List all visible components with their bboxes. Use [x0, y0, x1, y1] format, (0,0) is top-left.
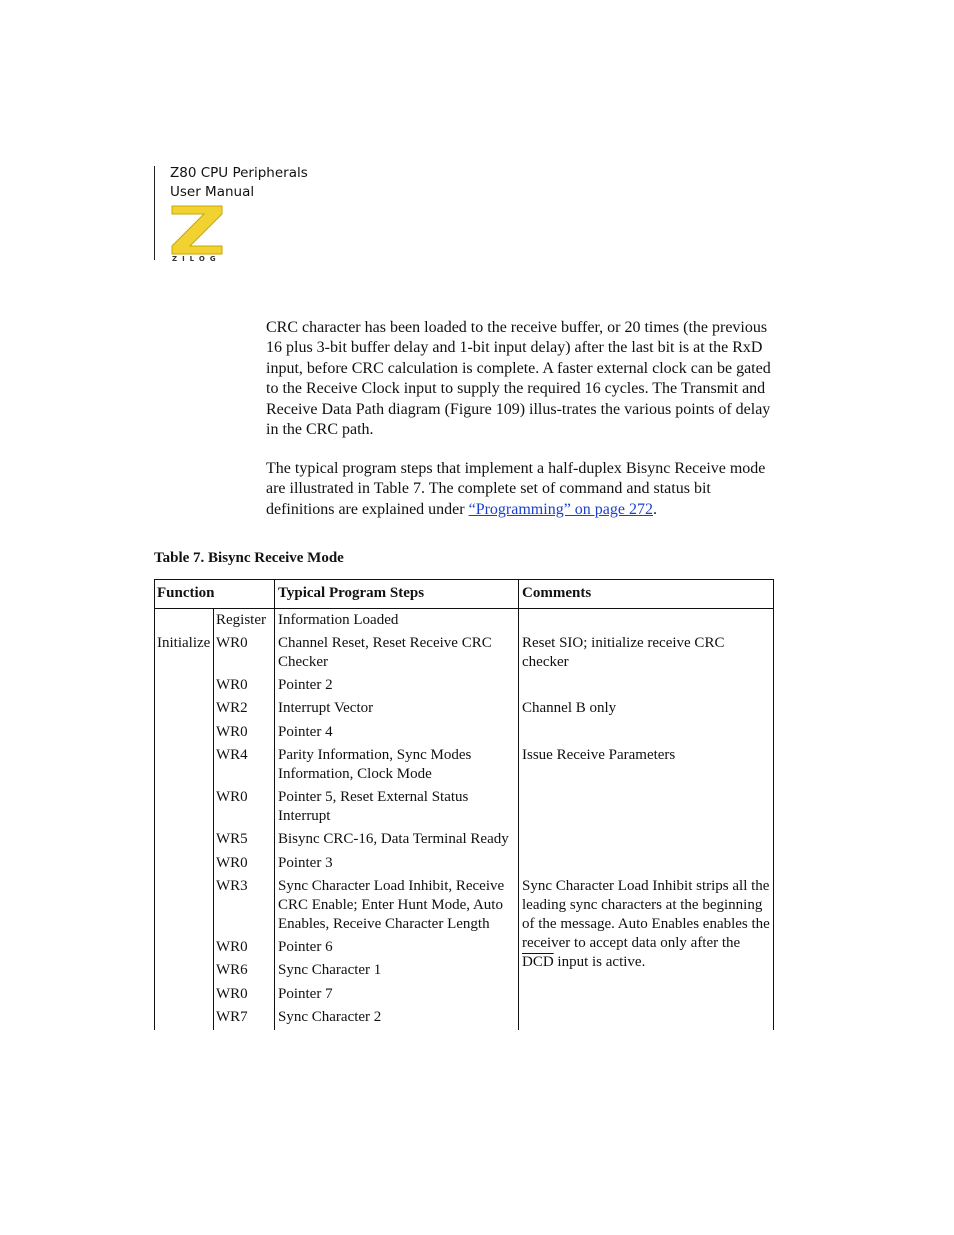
dcd-signal: $\overline{DCD}$: [522, 954, 554, 970]
row-reg: WR4: [216, 747, 248, 763]
table-caption: Table 7. Bisync Receive Mode: [154, 550, 344, 566]
row-comment-sync-inhibit: [522, 877, 770, 972]
row-comment: Issue Receive Parameters: [522, 747, 676, 763]
row-info: Sync Character Load Inhibit, Receive CRC Enable; Enter Hunt Mode, Auto Enables, Receive Character Length: [278, 878, 505, 932]
comment-text-end: input is active.: [553, 954, 646, 970]
paragraph-program-steps: [266, 459, 774, 520]
row-comment: Channel B only: [522, 700, 617, 716]
subheader-info: Information Loaded: [278, 612, 399, 628]
bisync-table: [154, 579, 774, 1030]
zilog-logo: [168, 204, 228, 262]
row-info: Sync Character 2: [278, 1009, 382, 1025]
manual-title: [170, 164, 308, 202]
paragraph-text: The typical program steps that implement a half-duplex Bisync Receive mode are illustrated in Table 7. The complete set of command and status bit definitions are explained under: [266, 460, 766, 518]
header-steps: Typical Program Steps: [278, 585, 425, 601]
manual-title-line1: Z80 CPU Peripherals: [170, 165, 308, 181]
paragraph-end: .: [653, 500, 657, 518]
row-info: Interrupt Vector: [278, 700, 374, 716]
row-reg: WR0: [216, 939, 248, 955]
header-comments: Comments: [522, 585, 592, 601]
row-reg: WR7: [216, 1009, 248, 1025]
programming-link[interactable]: “Programming” on page 272: [468, 500, 653, 518]
row-reg: WR6: [216, 962, 248, 978]
row-info: Sync Character 1: [278, 962, 382, 978]
row-reg: WR0: [216, 789, 248, 805]
comment-text: Sync Character Load Inhibit strips all the leading sync characters at the beginning of the message. Auto Enables enables the receiver to accept data only after the: [522, 878, 770, 951]
manual-title-line2: User Manual: [170, 184, 255, 200]
header-function: Function: [157, 585, 215, 601]
row-info: Pointer 5, Reset External Status Interrupt: [278, 789, 469, 824]
row-reg: WR0: [216, 724, 248, 740]
row-reg: WR5: [216, 831, 248, 847]
row-comment: Reset SIO; initialize receive CRC checker: [522, 635, 725, 670]
row-info: Pointer 3: [278, 855, 333, 871]
function-initialize: Initialize: [157, 635, 211, 651]
row-reg: WR0: [216, 635, 248, 651]
paragraph-crc: CRC character has been loaded to the receive buffer, or 20 times (the previous 16 plus 3-bit buffer delay and 1-bit input delay) after the last bit is at the RxD input, before CRC calculation is complete. A faster external clock can be gated to the Receive Clock input to supply the required 16 cycles. The Transmit and Receive Data Path diagram (Figure 109) illus-trates the various points of delay in the CRC path.: [266, 319, 771, 439]
row-info: Pointer 4: [278, 724, 333, 740]
row-reg: WR2: [216, 700, 248, 716]
svg-text:ZILOG: ZILOG: [172, 255, 221, 262]
row-info: Bisync CRC-16, Data Terminal Ready: [278, 831, 509, 847]
row-reg: WR0: [216, 986, 248, 1002]
row-reg: WR0: [216, 855, 248, 871]
header-rule: [154, 166, 155, 260]
row-reg: WR3: [216, 878, 248, 894]
subheader-register: Register: [216, 612, 266, 628]
row-reg: WR0: [216, 677, 248, 693]
row-info: Pointer 6: [278, 939, 333, 955]
row-info: Pointer 2: [278, 677, 333, 693]
row-info: Parity Information, Sync Modes Information, Clock Mode: [278, 747, 472, 782]
row-info: Channel Reset, Reset Receive CRC Checker: [278, 635, 492, 670]
row-info: Pointer 7: [278, 986, 333, 1002]
